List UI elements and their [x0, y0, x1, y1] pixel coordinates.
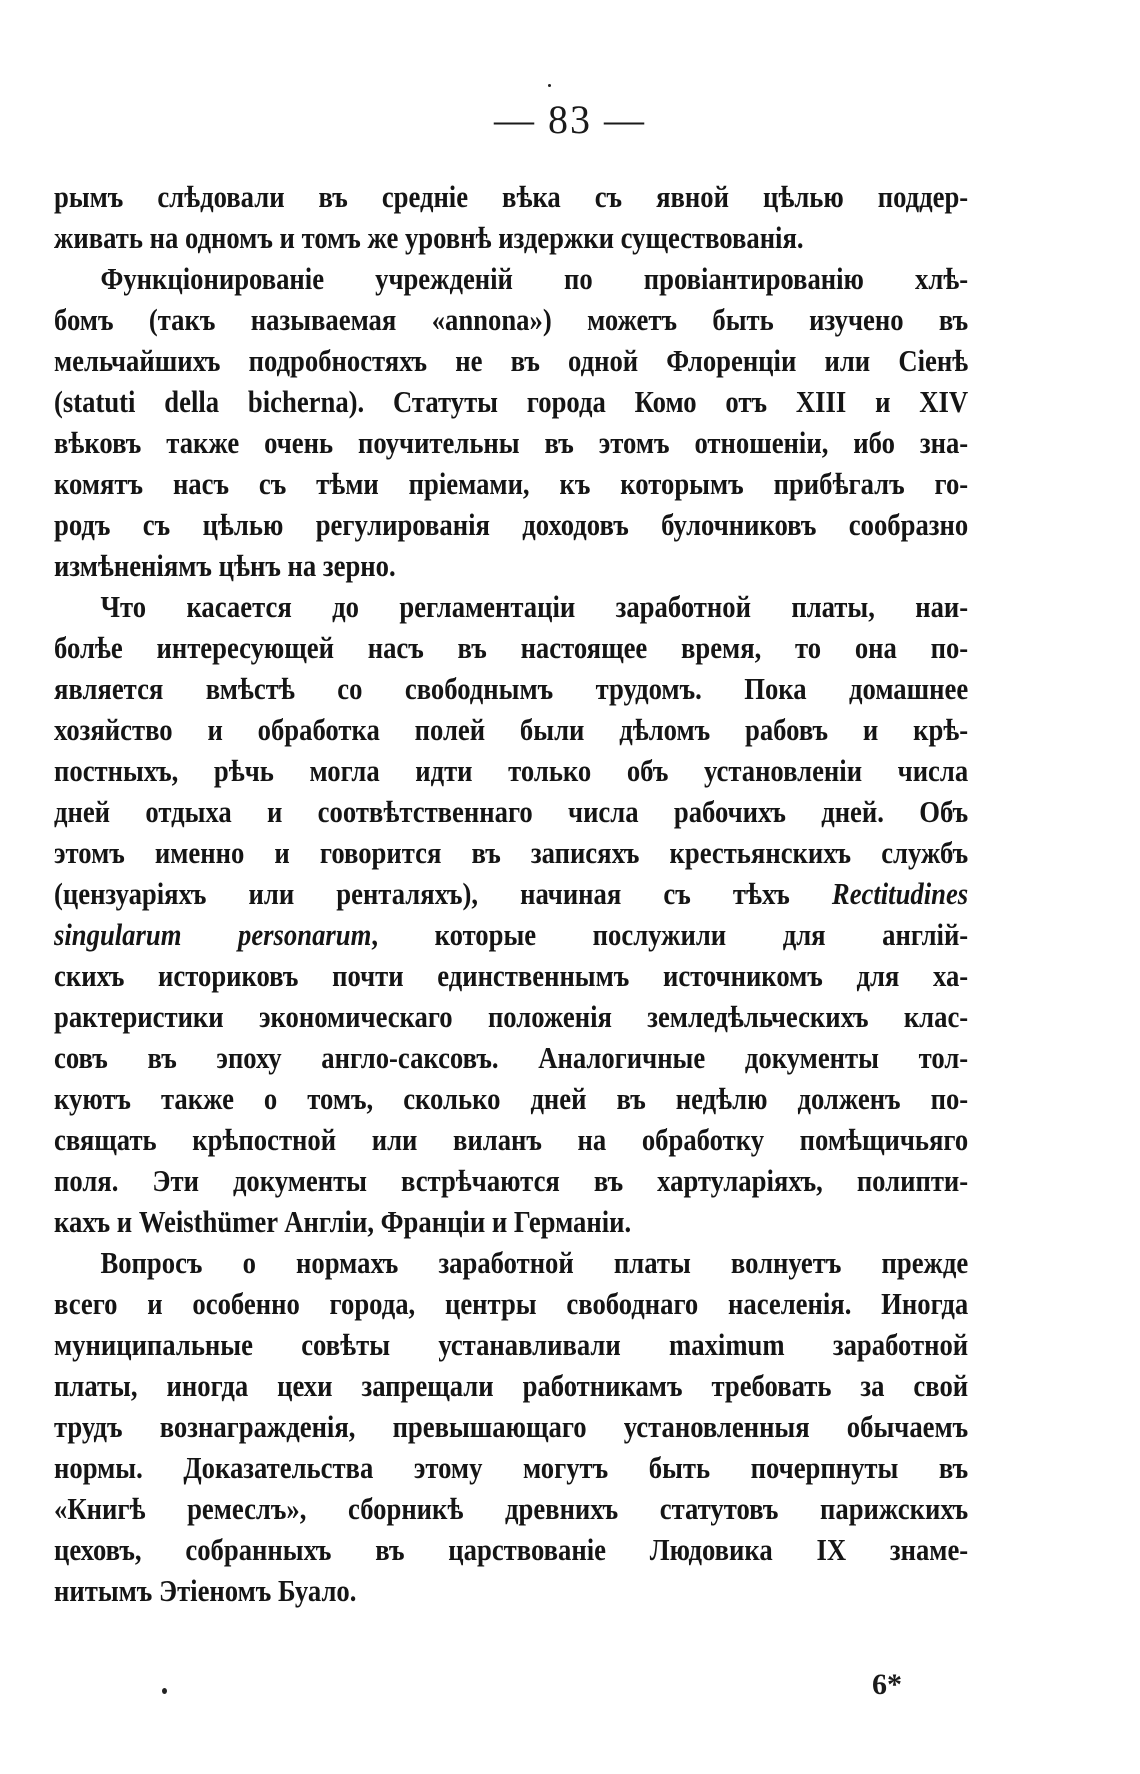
text-line: платы, иногда цехи запрещали работникамъ требовать за свой [54, 1368, 969, 1403]
ink-speck [548, 84, 551, 87]
text-line: этомъ именно и говорится въ записяхъ крестьянскихъ службъ [54, 835, 969, 870]
text-line: куютъ также о томъ, сколько дней въ недѣлю долженъ по- [54, 1081, 969, 1116]
signature-mark: 6* [872, 1668, 902, 1701]
text-line: рактеристики экономическаго положенiя земледѣльческихъ клас- [54, 999, 969, 1034]
text-line: кахъ и Weisthümer Англiи, Францiи и Германiи. [54, 1204, 632, 1239]
text-line: Что касается до регламентацiи заработной платы, наи- [100, 589, 969, 624]
text-line: измѣненiямъ цѣнъ на зерно. [54, 548, 396, 583]
text-span: , которые послужили для англiй- [371, 917, 969, 952]
text-line: нитымъ Этiеномъ Буало. [54, 1573, 357, 1608]
italic-title: singularum personarum [54, 917, 372, 952]
text-line: трудъ вознагражденiя, превышающаго установленныя обычаемъ [54, 1409, 969, 1444]
text-line: вѣковъ также очень поучительны въ этомъ отношенiи, ибо зна- [54, 425, 969, 460]
text-line: муниципальные совѣты устанавливали maximum заработной [54, 1327, 969, 1362]
text-line: «Книгѣ ремеслъ», сборникѣ древнихъ статутовъ парижскихъ [54, 1491, 969, 1526]
text-line-with-italic [54, 914, 968, 955]
body-text [54, 176, 968, 1611]
text-line: бомъ (такъ называемая «annona») можетъ быть изучено въ [54, 302, 969, 337]
text-line: совъ въ эпоху англо-саксовъ. Аналогичные документы тол- [54, 1040, 969, 1075]
text-line: Вопросъ о нормахъ заработной платы волнуетъ прежде [100, 1245, 969, 1280]
text-line: постныхъ, рѣчь могла идти только объ установленiи числа [54, 753, 969, 788]
text-line: родъ съ цѣлью регулированiя доходовъ булочниковъ сообразно [54, 507, 969, 542]
text-line: рымъ слѣдовали въ среднiе вѣка съ явной цѣлью поддер- [54, 179, 969, 214]
ink-speck [162, 1688, 167, 1694]
text-line: поля. Эти документы встрѣчаются въ хартуларiяхъ, полипти- [54, 1163, 969, 1198]
text-line: дней отдыха и соотвѣтственнаго числа рабочихъ дней. Объ [54, 794, 969, 829]
text-line: живать на одномъ и томъ же уровнѣ издержки существованiя. [54, 220, 804, 255]
text-line: скихъ историковъ почти единственнымъ источникомъ для ха- [54, 958, 969, 993]
text-line: всего и особенно города, центры свободнаго населенiя. Иногда [54, 1286, 969, 1321]
text-line: цеховъ, собранныхъ въ царствованiе Людовика IX знаме- [54, 1532, 969, 1567]
text-line: является вмѣстѣ со свободнымъ трудомъ. Пока домашнее [54, 671, 969, 706]
page-number: — 83 — [494, 97, 646, 142]
text-line: мельчайшихъ подробностяхъ не въ одной Флоренцiи или Сiенѣ [54, 343, 969, 378]
text-line: Функцiонированiе учрежденiй по провiантированiю хлѣ- [100, 261, 969, 296]
text-line-with-italic [54, 873, 968, 914]
italic-title: Rectitudines [831, 876, 969, 911]
text-line: хозяйство и обработка полей были дѣломъ рабовъ и крѣ- [54, 712, 969, 747]
text-span: (цензуарiяхъ или ренталяхъ), начиная съ тѣхъ [54, 876, 832, 911]
text-line: комятъ насъ съ тѣми прiемами, къ которымъ прибѣгалъ го- [54, 466, 969, 501]
text-line: болѣе интересующей насъ въ настоящее время, то она по- [54, 630, 969, 665]
text-line: (statuti della bicherna). Статуты города Комо отъ XIII и XIV [54, 384, 969, 419]
text-line: нормы. Доказательства этому могутъ быть почерпнуты въ [54, 1450, 969, 1485]
text-line: свящать крѣпостной или виланъ на обработку помѣщичьяго [54, 1122, 969, 1157]
